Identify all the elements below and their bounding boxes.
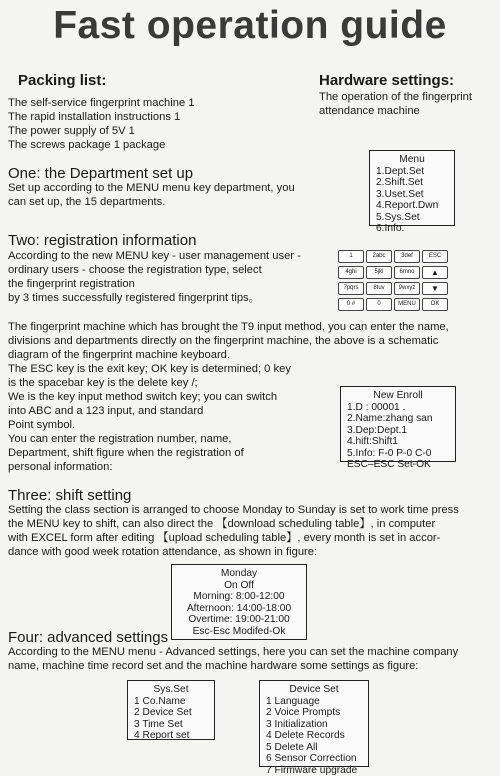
- key-1: 1: [338, 250, 364, 263]
- registration-line: According to the new MENU key - user management user -: [8, 249, 301, 263]
- enroll-line: 1.D : 00001 .: [347, 402, 449, 414]
- department-line: can set up, the 15 departments.: [8, 195, 295, 209]
- monday-shift-screen: [171, 564, 307, 640]
- device-set-item: 4 Delete Records: [266, 730, 362, 742]
- monday-line: Overtime: 19:00-21:00: [178, 614, 300, 626]
- sys-set-item: 4 Report set: [134, 730, 208, 742]
- menu-item: 6.Info.: [376, 223, 448, 235]
- menu-item: 5.Sys.Set: [376, 212, 448, 224]
- monday-line: Esc-Esc Modifed-Ok: [178, 626, 300, 638]
- device-set-item: 2 Voice Prompts: [266, 707, 362, 719]
- enroll-line: 2.Name:zhang san: [347, 413, 449, 425]
- device-set-item: 1 Language: [266, 696, 362, 708]
- sys-set-item: 2 Device Set: [134, 707, 208, 719]
- t9-line: divisions and departments directly on the fingerprint machine, the above is a schematic: [8, 334, 449, 348]
- new-enroll-screen: [340, 386, 456, 462]
- packing-list-heading: Packing list:: [18, 72, 106, 89]
- menu-screen: [369, 150, 455, 226]
- shift-line: dance with good week rotation attendance, as shown in figure:: [8, 545, 459, 559]
- advanced-text: [8, 645, 458, 673]
- t9-line: personal information:: [8, 460, 449, 474]
- key-3: 3def: [394, 250, 420, 263]
- menu-item: 2.Shift.Set: [376, 177, 448, 189]
- enroll-line: 3.Dep:Dept.1: [347, 425, 449, 437]
- key-4: 4ghi: [338, 266, 364, 279]
- shift-line: the MENU key to shift, can also direct the 【download scheduling table】, in computer: [8, 517, 459, 531]
- registration-heading: Two: registration information: [8, 232, 196, 249]
- sys-set-screen: [127, 680, 215, 740]
- t9-line: We is the key input method switch key; you can switch: [8, 390, 449, 404]
- registration-line: ordinary users - choose the registration type, select: [8, 263, 301, 277]
- menu-screen-title: Menu: [376, 154, 448, 166]
- key-ok: OK: [422, 298, 448, 311]
- key-down-arrow-icon: ▼: [422, 282, 448, 295]
- shift-line: Setting the class section is arranged to choose Monday to Sunday is set to work time press: [8, 503, 459, 517]
- enroll-line: 5.Info: F-0 P-0 C-0: [347, 448, 449, 460]
- key-5: 5jkl: [366, 266, 392, 279]
- key-0: 0: [366, 298, 392, 311]
- t9-line: The fingerprint machine which has brought the T9 input method, you can enter the name,: [8, 320, 449, 334]
- packing-item: The rapid installation instructions 1: [8, 110, 195, 124]
- device-set-item: 5 Delete All: [266, 742, 362, 754]
- keypad-diagram: [338, 250, 448, 311]
- t9-line: diagram of the fingerprint machine keyboard.: [8, 348, 449, 362]
- department-heading: One: the Department set up: [8, 165, 193, 182]
- key-6: 6mno: [394, 266, 420, 279]
- hardware-settings-heading: Hardware settings:: [319, 72, 454, 89]
- menu-item: 1.Dept.Set: [376, 166, 448, 178]
- t9-line: into ABC and a 123 input, and standard: [8, 404, 449, 418]
- registration-text: [8, 249, 301, 305]
- packing-item: The power supply of 5V 1: [8, 124, 195, 138]
- t9-line: You can enter the registration number, name,: [8, 432, 449, 446]
- menu-item: 3.Uset.Set: [376, 189, 448, 201]
- key-8: 8tuv: [366, 282, 392, 295]
- key-esc: ESC: [422, 250, 448, 263]
- page-title: Fast operation guide: [0, 4, 500, 48]
- packing-item: The screws package 1 package: [8, 138, 195, 152]
- shift-text: [8, 503, 459, 559]
- packing-list: [8, 96, 195, 152]
- sys-set-item: 1 Co.Name: [134, 696, 208, 708]
- t9-line: The ESC key is the exit key; OK key is determined; 0 key: [8, 362, 449, 376]
- advanced-line: name, machine time record set and the machine hardware some settings as figure:: [8, 659, 458, 673]
- monday-line: Afternoon: 14:00-18:00: [178, 603, 300, 615]
- device-set-item: 3 Initialization: [266, 719, 362, 731]
- t9-line: Department, shift figure when the registration of: [8, 446, 449, 460]
- hardware-line: The operation of the fingerprint: [319, 90, 472, 104]
- shift-heading: Three: shift setting: [8, 487, 131, 504]
- key-9: 9wxyz: [394, 282, 420, 295]
- hardware-line: attendance machine: [319, 104, 472, 118]
- shift-line: with EXCEL form after editing 【upload scheduling table】, every month is set in accor-: [8, 531, 459, 545]
- device-set-screen: [259, 680, 369, 767]
- key-2: 2abc: [366, 250, 392, 263]
- key-up-arrow-icon: ▲: [422, 266, 448, 279]
- sys-set-item: 3 Time Set: [134, 719, 208, 731]
- device-set-title: Device Set: [266, 684, 362, 696]
- monday-line: Monday: [178, 568, 300, 580]
- t9-line: Point symbol.: [8, 418, 449, 432]
- enroll-line: 4.hift:Shift1: [347, 436, 449, 448]
- packing-item: The self-service fingerprint machine 1: [8, 96, 195, 110]
- key-menu: MENU: [394, 298, 420, 311]
- registration-line: the fingerprint registration: [8, 277, 301, 291]
- key-7: 7pqrs: [338, 282, 364, 295]
- advanced-line: According to the MENU menu - Advanced settings, here you can set the machine company: [8, 645, 458, 659]
- department-text: [8, 181, 295, 209]
- hardware-settings-text: [319, 90, 472, 118]
- t9-line: is the spacebar key is the delete key /;: [8, 376, 449, 390]
- department-line: Set up according to the MENU menu key department, you: [8, 181, 295, 195]
- enroll-screen-title: New Enroll: [347, 390, 449, 402]
- menu-item: 4.Report.Dwn: [376, 200, 448, 212]
- key-switch: 0 #: [338, 298, 364, 311]
- advanced-heading: Four: advanced settings: [8, 629, 168, 646]
- registration-line: by 3 times successfully registered fingerprint tips。: [8, 291, 301, 305]
- monday-line: Morning: 8:00-12:00: [178, 591, 300, 603]
- sys-set-title: Sys.Set: [134, 684, 208, 696]
- enroll-line: ESC–ESC Set-OK: [347, 459, 449, 471]
- device-set-item: 7 Firmware upgrade: [266, 765, 362, 776]
- monday-line: On Off: [178, 580, 300, 592]
- device-set-item: 6 Sensor Correction: [266, 753, 362, 765]
